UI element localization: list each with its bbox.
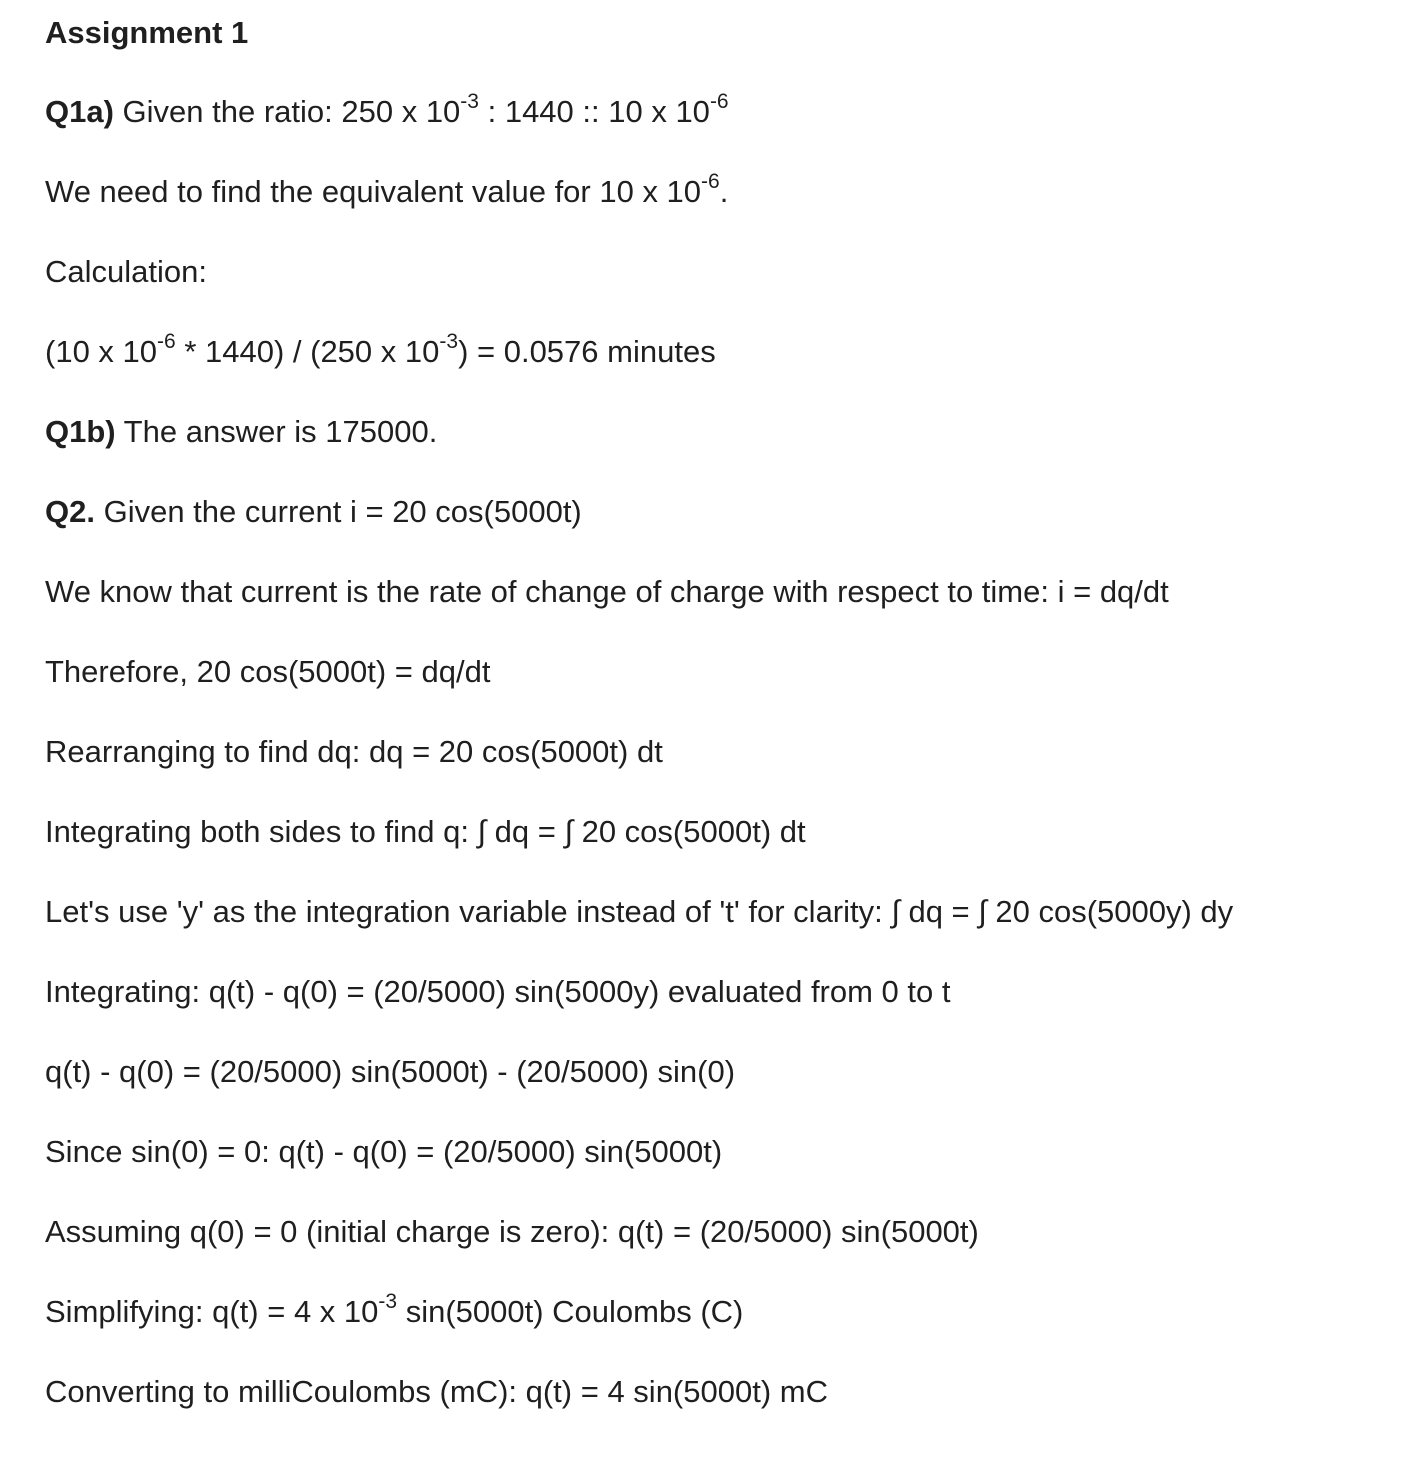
q2-label: Q2. xyxy=(45,494,95,529)
q2-simplify-text: Simplifying: q(t) = 4 x 10 xyxy=(45,1294,379,1329)
q2-exponent: -3 xyxy=(378,1289,398,1313)
q2-step: Since sin(0) = 0: q(t) - q(0) = (20/5000) sin(5000t) xyxy=(45,1134,723,1169)
q2-step: Let's use 'y' as the integration variable instead of 't' for clarity: ∫ dq = ∫ 20 cos(5000y) dy xyxy=(45,894,1234,929)
q2-given xyxy=(45,492,582,532)
q1a-calc-text: (10 x 10 xyxy=(45,334,158,369)
q1b-answer xyxy=(45,412,437,452)
document-title: Assignment 1 xyxy=(45,15,249,50)
q2-convert: Converting to milliCoulombs (mC): q(t) = 4 sin(5000t) mC xyxy=(45,1374,828,1409)
q1a-exponent: -6 xyxy=(709,89,729,113)
q1a-given-text: Given the ratio: 250 x 10 xyxy=(113,94,461,129)
q1b-label: Q1b) xyxy=(45,414,116,449)
q1a-exponent: -6 xyxy=(701,169,720,193)
q1a-need xyxy=(45,169,729,212)
q1a-exponent: -3 xyxy=(439,329,459,353)
q2-step: Therefore, 20 cos(5000t) = dq/dt xyxy=(45,654,491,689)
q1a-need-suffix: . xyxy=(719,174,729,209)
q1a-exponent: -3 xyxy=(460,89,479,113)
q2-simplify-suffix: sin(5000t) Coulombs (C) xyxy=(397,1294,744,1329)
q1a-calc-label: Calculation: xyxy=(45,254,207,289)
q2-simplify xyxy=(45,1289,744,1332)
q2-step: Integrating: q(t) - q(0) = (20/5000) sin(5000y) evaluated from 0 to t xyxy=(45,974,951,1009)
q2-step: We know that current is the rate of change of charge with respect to time: i = dq/dt xyxy=(45,574,1169,609)
q2-step: Rearranging to find dq: dq = 20 cos(5000t) dt xyxy=(45,734,663,769)
q2-step: Assuming q(0) = 0 (initial charge is zero): q(t) = (20/5000) sin(5000t) xyxy=(45,1214,979,1249)
q1b-text: The answer is 175000. xyxy=(115,414,438,449)
q1a-calculation xyxy=(45,329,716,372)
q1a-given xyxy=(45,89,729,132)
q1a-calc-suffix: ) = 0.0576 minutes xyxy=(458,334,716,369)
q2-text: Given the current i = 20 cos(5000t) xyxy=(94,494,582,529)
q1a-given-mid: : 1440 :: 10 x 10 xyxy=(478,94,710,129)
q1a-calc-mid: * 1440) / (250 x 10 xyxy=(175,334,440,369)
q1a-exponent: -6 xyxy=(157,329,176,353)
q1a-label: Q1a) xyxy=(45,94,114,129)
q1a-need-text: We need to find the equivalent value for 10 x 10 xyxy=(45,174,702,209)
q2-step: q(t) - q(0) = (20/5000) sin(5000t) - (20/5000) sin(0) xyxy=(45,1054,736,1089)
q2-step: Integrating both sides to find q: ∫ dq = ∫ 20 cos(5000t) dt xyxy=(45,814,806,849)
